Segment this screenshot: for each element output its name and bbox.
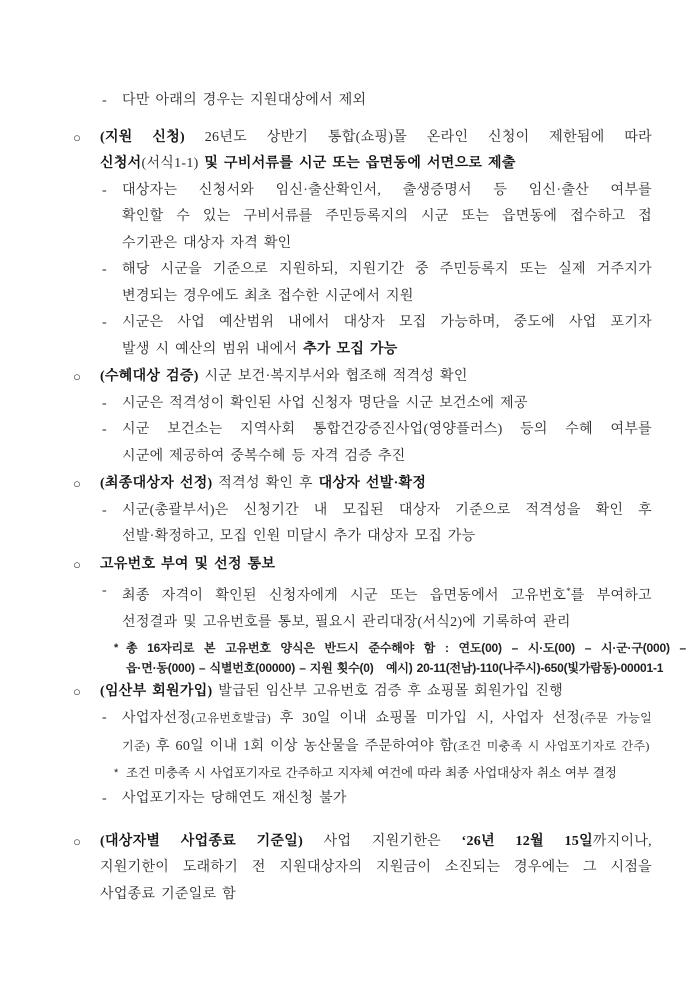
text-line (122, 578, 652, 610)
text-run: 다만 아래의 경우는 지원대상에서 제외 (122, 93, 367, 108)
sub-item-budget (72, 310, 652, 363)
text-line (122, 284, 652, 311)
text-run: 후 60일 이내 1회 이상 농산물을 주문하여야 함 (150, 738, 454, 754)
text-run: 시군 보건소는 지역사회 통합건강증진사업(영양플러스) 등의 수혜 여부를 (122, 422, 652, 437)
text-line (122, 610, 652, 637)
text-run: (조건 미충족 시 사업포기자로 간주) (453, 738, 650, 753)
text-run: 대상자는 신청서와 임신·출산확인서, 출생증명서 등 임신·출산 여부를 (122, 182, 652, 198)
text-run: (임산부 회원가입) (100, 683, 213, 699)
text-run: 후 30일 이내 쇼핑몰 미가입 시, 사업자 선정 (271, 711, 581, 727)
asterisk-marker: * (114, 767, 119, 780)
text-run: 및 구비서류를 시군 또는 읍면동에 서면으로 제출 (204, 156, 516, 171)
text-line (122, 444, 652, 471)
text-run: 사업자선정 (122, 711, 192, 727)
dash-bullet-marker: - (102, 315, 107, 330)
text-line (122, 337, 652, 364)
text-run: 총 16자리로 본 고유번호 양식은 반드시 준수해야 함 : 연도(00) – 시·도(00) – 시·군·구(000) – (126, 640, 686, 655)
text-line (122, 310, 652, 337)
text-run: 기준) (122, 738, 151, 753)
dash-bullet-marker: - (102, 93, 107, 108)
section-verification (72, 364, 652, 391)
text-run: 추가 모집 가능 (303, 341, 398, 357)
text-line (100, 471, 652, 498)
dash-bullet-marker: - (102, 182, 107, 198)
text-run: 조건 미충족 시 사업포기자로 간주하고 지자체 여건에 따라 최종 사업대상자 취소 여부 결정 (126, 766, 617, 781)
text-run: 발생 시 예산의 범위 내에서 (122, 341, 304, 357)
text-line (122, 524, 652, 551)
dash-bullet-marker: - (102, 262, 107, 277)
text-line (126, 658, 686, 678)
text-run: 지원기한이 도래하기 전 지원대상자의 지원금이 소진되는 경우에는 그 시점을 (100, 860, 652, 876)
text-run: (지원 신청) (100, 129, 185, 145)
text-run: 해당 시군을 기준으로 지원하되, 지원기간 중 주민등록지 또는 실제 거주지가 (122, 262, 652, 277)
dash-bullet-marker: - (102, 395, 107, 411)
text-line (126, 762, 672, 784)
text-run: (최종대상자 선정) (100, 476, 213, 491)
circle-bullet-marker: ○ (73, 369, 82, 384)
text-line (122, 204, 652, 231)
text-run: 발급된 임산부 고유번호 검증 후 쇼핑몰 회원가입 진행 (212, 683, 564, 699)
text-run: 최종 자격이 확인된 신청자에게 시군 또는 읍면동에서 고유번호 (122, 588, 567, 604)
circle-bullet-marker: ○ (73, 476, 82, 491)
text-run: 사업 지원기한은 (303, 833, 462, 849)
text-run: 변경되는 경우에도 최초 접수한 시군에서 지원 (122, 288, 414, 304)
note-exclusion (72, 88, 652, 115)
text-line (100, 364, 652, 391)
sub-item-order-condition (72, 705, 652, 760)
text-run: 적격성 확인 후 (212, 476, 319, 491)
text-run: 선발·확정하고, 모집 인원 미달시 추가 대상자 모집 가능 (122, 529, 476, 544)
text-run: (대상자별 사업종료 기준일) (100, 833, 304, 849)
text-run: 까지이나, (592, 833, 652, 849)
section-end-date (72, 829, 652, 909)
dash-bullet-marker: - (102, 791, 107, 807)
text-run: 26년도 상반기 통합(쇼핑)몰 온라인 신청이 제한됨에 따라 (184, 129, 652, 145)
text-line (126, 638, 686, 658)
dash-bullet-marker: - (102, 583, 107, 598)
text-run: 대상자 선발·확정 (318, 476, 427, 491)
text-line (100, 151, 652, 178)
text-run: 시군은 적격성이 확인된 사업 신청자 명단을 시군 보건소에 제공 (122, 395, 528, 411)
text-line (122, 88, 652, 115)
dash-bullet-marker: - (102, 710, 107, 726)
section-id-number (72, 552, 652, 579)
footnote-id-format (72, 638, 686, 678)
text-run: 수기관은 대상자 자격 확인 (122, 235, 292, 251)
section-application (72, 125, 652, 178)
sub-item-list-provide (72, 391, 652, 418)
text-run: 선정결과 및 고유번호를 통보, 필요시 관리대장(서식2)에 기록하여 관리 (122, 615, 571, 631)
text-line (122, 733, 652, 761)
text-run: 신청서 (100, 156, 142, 171)
sub-item-health-center (72, 417, 652, 470)
sub-item-documents (72, 178, 652, 258)
circle-bullet-marker: ○ (73, 833, 82, 849)
text-run: 사업포기자는 당해연도 재신청 불가 (122, 791, 347, 807)
sub-item-selection-confirm (72, 498, 652, 551)
text-line (100, 882, 652, 909)
text-run: * (566, 586, 571, 596)
text-run: 시군(총괄부서)은 신청기간 내 모집된 대상자 기준으로 적격성을 확인 후 (122, 502, 652, 518)
text-run: 읍·면·동(000) – 식별번호(00000) – 지원 횟수(0) 예시) 20-11(전남)-110(나주시)-650(빛가람동)-00001-1 (126, 660, 664, 675)
dash-bullet-marker: - (102, 422, 107, 437)
text-line (122, 786, 652, 813)
text-run: 를 부여하고 (570, 588, 653, 604)
asterisk-marker: * (114, 641, 119, 654)
text-run: (수혜대상 검증) (100, 369, 199, 384)
dash-bullet-marker: - (102, 502, 107, 518)
section-final-selection (72, 471, 652, 498)
text-run: (서식1-1) (141, 156, 205, 171)
text-line (122, 257, 652, 284)
circle-bullet-marker: ○ (73, 129, 82, 145)
sub-item-id-assign (72, 578, 652, 637)
text-line (122, 417, 652, 444)
text-run: (주문 가능일 (580, 711, 652, 726)
text-line (122, 498, 652, 525)
text-line (100, 552, 652, 579)
text-line (100, 125, 652, 152)
circle-bullet-marker: ○ (73, 683, 82, 699)
text-run: 사업종료 기준일로 함 (100, 886, 237, 902)
text-run: 확인할 수 있는 구비서류를 주민등록지의 시군 또는 읍면동에 접수하고 접 (122, 209, 652, 224)
text-line (122, 231, 652, 258)
text-line (100, 679, 652, 706)
text-run: (고유번호발급) (191, 711, 272, 726)
text-run: 고유번호 부여 및 선정 통보 (100, 556, 276, 572)
text-line (100, 855, 652, 882)
section-membership (72, 679, 652, 706)
text-run: 시군에 제공하여 중복수혜 등 자격 검증 추진 (122, 448, 406, 464)
sub-item-no-reapply (72, 786, 652, 813)
text-line (100, 829, 652, 856)
text-line (122, 391, 652, 418)
text-run: ‘26년 12월 15일 (461, 833, 593, 849)
text-run: 시군 보건·복지부서와 협조해 적격성 확인 (198, 369, 468, 384)
text-run: 시군은 사업 예산범위 내에서 대상자 모집 가능하며, 중도에 사업 포기자 (122, 315, 652, 330)
text-line (122, 705, 652, 733)
sub-item-residence (72, 257, 652, 310)
circle-bullet-marker: ○ (73, 556, 82, 572)
text-line (122, 178, 652, 205)
footnote-condition (72, 762, 672, 784)
